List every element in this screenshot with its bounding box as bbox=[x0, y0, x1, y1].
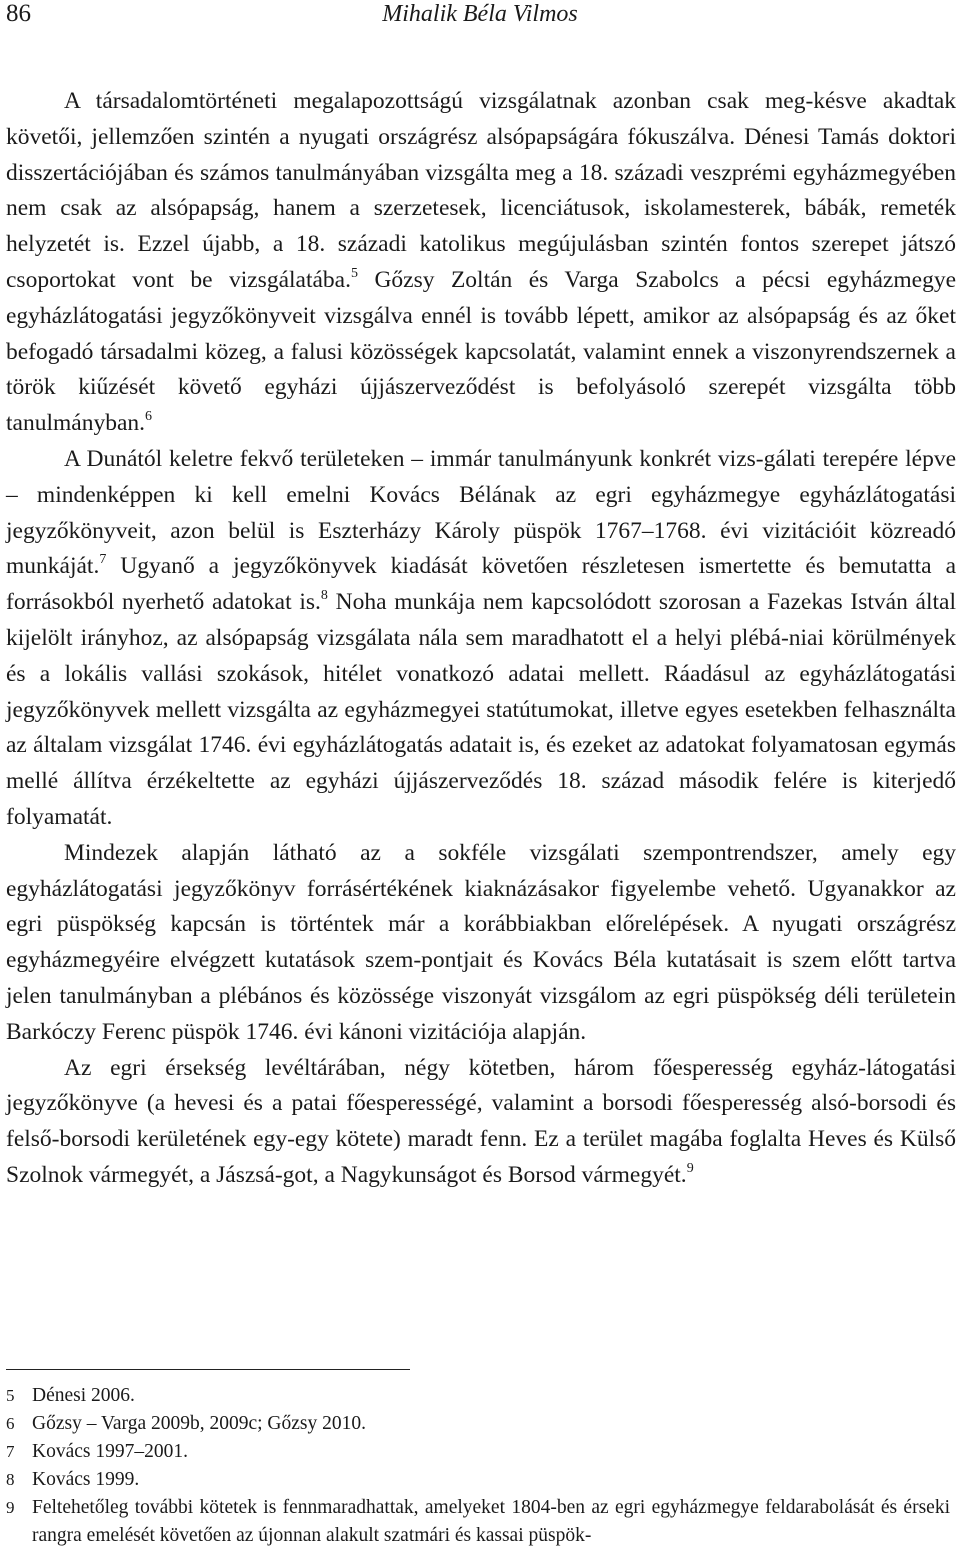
paragraph-1-text-b: Gőzsy Zoltán és Varga Szabolcs a pécsi egyházmegye egyházlátogatási jegyzőkönyveit vizsgálva ennél is tovább lépett, amikor az alsópapság és az őket befogadó társadalmi közeg, a falusi közösségek kapcsolatát, valamint ennek a viszonyrendszernek a török kiűzését követő egyházi újjászerveződést is befolyásoló szerepét vizsgálta több tanulmányban. bbox=[6, 266, 956, 437]
body-text bbox=[6, 84, 956, 1194]
footnote-number: 5 bbox=[6, 1386, 15, 1405]
footnote-number: 8 bbox=[6, 1470, 15, 1489]
footnote-text: Kovács 1997–2001. bbox=[32, 1441, 188, 1462]
footnote bbox=[6, 1438, 950, 1466]
page-number: 86 bbox=[6, 0, 31, 27]
footnote-number: 9 bbox=[6, 1498, 15, 1517]
footnote bbox=[6, 1494, 950, 1550]
footnote-ref-8: 8 bbox=[320, 588, 328, 604]
footnote-separator bbox=[6, 1369, 410, 1370]
footnote bbox=[6, 1382, 950, 1410]
footnote-ref-6: 6 bbox=[145, 409, 153, 425]
footnote-ref-9: 9 bbox=[686, 1160, 694, 1176]
footnote-ref-7: 7 bbox=[99, 552, 107, 568]
paragraph-3: Mindezek alapján látható az a sokféle vizsgálati szempontrendszer, amely egy egyházlátogatási jegyzőkönyv forrásértékének kiaknázásakor figyelembe vehető. Ugyanakkor az egri püspökség kapcsán is történtek már a korábbiakban előrelépések. A nyugati országrész egyházmegyéire elvégzett kutatások szem-pontjait és Kovács Béla kutatásait is szem előtt tartva jelen tanulmányban a plébános és közössége viszonyát vizsgálom az egri püspökség déli területein Barkóczy Ferenc püspök 1746. évi kánoni vizitációja alapján. bbox=[6, 839, 956, 1045]
footnote-text: Kovács 1999. bbox=[32, 1469, 140, 1490]
paragraph-1-text-a: A társadalomtörténeti megalapozottságú vizsgálatnak azonban csak meg-késve akadtak követői, jellemzően szintén a nyugati országrész alsópapságára fókuszálva. Dénesi Tamás doktori disszertációjában és számos tanulmányában vizsgálta meg a 18. századi veszprémi egyházmegyében nem csak az alsópapság, hanem a szerzetesek, licenciátusok, iskolamesterek, bábák, remeték helyzetét is. Ezzel újabb, a 18. századi katolikus megújulásban szintén fontos szerepet játszó csoportokat vont be vizsgálatába. bbox=[6, 88, 956, 293]
paragraph-2-text-b: Ugyanő a jegyzőkönyvek kiadását követően részletesen ismertette és bemutatta a forrásokból nyerhető adatokat is. bbox=[6, 553, 956, 616]
footnote-text: Gőzsy – Varga 2009b, 2009c; Gőzsy 2010. bbox=[32, 1413, 366, 1434]
running-head: Mihalik Béla Vilmos bbox=[382, 1, 578, 27]
paragraph-4-text-a: Az egri érsekség levéltárában, négy kötetben, három főesperesség egyház-látogatási jegyzőkönyve (a hevesi és a patai főesperességé, valamint a borsodi főesperesség alsó-borsodi és felső-borsodi kerületének egy-egy kötete) maradt fenn. Ez a terület magába foglalta Heves és Külső Szolnok vármegyét, a Jászsá-got, a Nagykunságot és Borsod vármegyét. bbox=[6, 1054, 956, 1188]
paragraph-4 bbox=[6, 1051, 956, 1194]
paragraph-2-text-c: Noha munkája nem kapcsolódott szorosan a Fazekas István által kijelölt irányhoz, az alsópapság vizsgálata nála sem maradhatott el a helyi plébá-niai körülmények és a lokális vallási szokások, hitélet vonatkozó adatai mellett. Ráadásul az egyházlátogatási jegyzőkönyvek mellett vizsgálta az egyházmegyei statútumokat, illetve egyes esetekben felhasználta az általam vizsgálat 1746. évi egyházlátogatás adatait is, és ezeket az adatokat folyamatosan egymás mellé állítva érzékeltette az egyházi újjászerveződés 18. század második felére is kiterjedő folyamatát. bbox=[6, 589, 956, 830]
footnote-text: Feltehetőleg további kötetek is fennmaradhattak, amelyeket 1804-ben az egri egyházmegye feldarabolását és érseki rangra emelését követően az újonnan alakult szatmári és kassai püspök- bbox=[32, 1497, 950, 1546]
paragraph-2 bbox=[6, 442, 956, 836]
footnotes bbox=[6, 1382, 950, 1550]
footnote-number: 7 bbox=[6, 1442, 15, 1461]
footnote-ref-5: 5 bbox=[350, 265, 358, 281]
footnote bbox=[6, 1410, 950, 1438]
paragraph-2-text-a: A Dunától keletre fekvő területeken – immár tanulmányunk konkrét vizs-gálati terepére lépve – mindenképpen ki kell emelni Kovács Bélának az egri egyházmegye egyházlátogatási jegyzőkönyveit, azon belül is Eszterházy Károly püspök 1767–1768. évi vizitációit közreadó munkáját. bbox=[6, 445, 956, 580]
paragraph-1 bbox=[6, 84, 956, 442]
footnote bbox=[6, 1466, 950, 1494]
footnote-number: 6 bbox=[6, 1414, 15, 1433]
footnote-text: Dénesi 2006. bbox=[32, 1385, 135, 1406]
